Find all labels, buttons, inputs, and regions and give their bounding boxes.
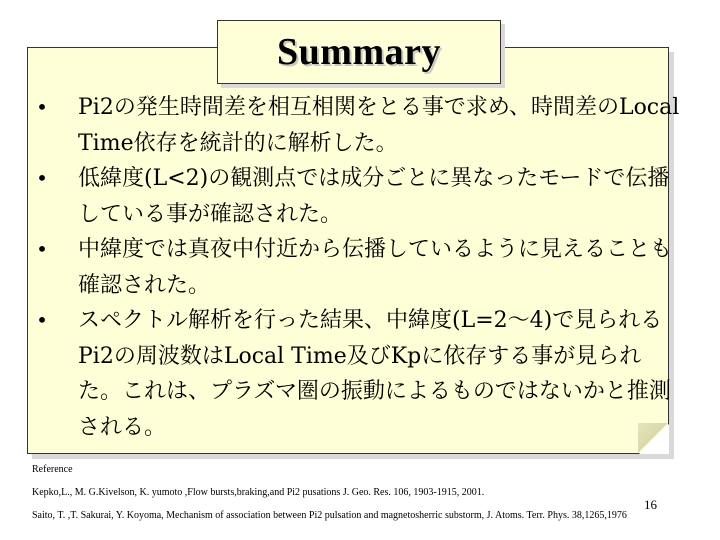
bullet-dot-icon: • — [36, 166, 48, 190]
bullet-text: スペクトル解析を行った結果、中緯度(L=2～4)で見られるPi2の周波数はLocal Time及びKpに依存する事が見られた。これは、プラズマ圏の振動によるものではないかと推測される。 — [78, 308, 671, 440]
page-number: 16 — [644, 497, 657, 512]
bullet-dot-icon: • — [36, 95, 48, 119]
bullet-item — [30, 90, 680, 161]
bullet-dot-icon: • — [36, 237, 48, 261]
bullet-text: Pi2の発生時間差を相互相関をとる事で求め、時間差のLocal Time依存を統計的に解析した。 — [78, 95, 680, 156]
bullet-list — [30, 90, 680, 445]
bullet-dot-icon: • — [36, 308, 48, 332]
bullet-item — [30, 232, 680, 303]
reference-item: Saito, T. ,T. Sakurai, Y. Koyoma, Mechanism of association between Pi2 pulsation and magnetosherric substorm, J. Atoms. Terr. Phys. 38,1265,1976 — [32, 510, 627, 521]
references-heading: Reference — [32, 464, 73, 475]
bullet-item — [30, 303, 680, 445]
bullet-item — [30, 161, 680, 232]
slide-title: Summary — [277, 31, 441, 73]
references — [32, 463, 632, 532]
reference-item: Kepko,L., M. G.Kivelson, K. yumoto ,Flow bursts,braking,and Pi2 pusations J. Geo. Res. 106, 1903-1915, 2001. — [32, 487, 485, 498]
title-box — [217, 20, 501, 84]
bullet-text: 中緯度では真夜中付近から伝播しているように見えることも確認された。 — [78, 237, 673, 298]
bullet-text: 低緯度(L<2)の観測点では成分ごとに異なったモードで伝播している事が確認された。 — [78, 166, 670, 227]
